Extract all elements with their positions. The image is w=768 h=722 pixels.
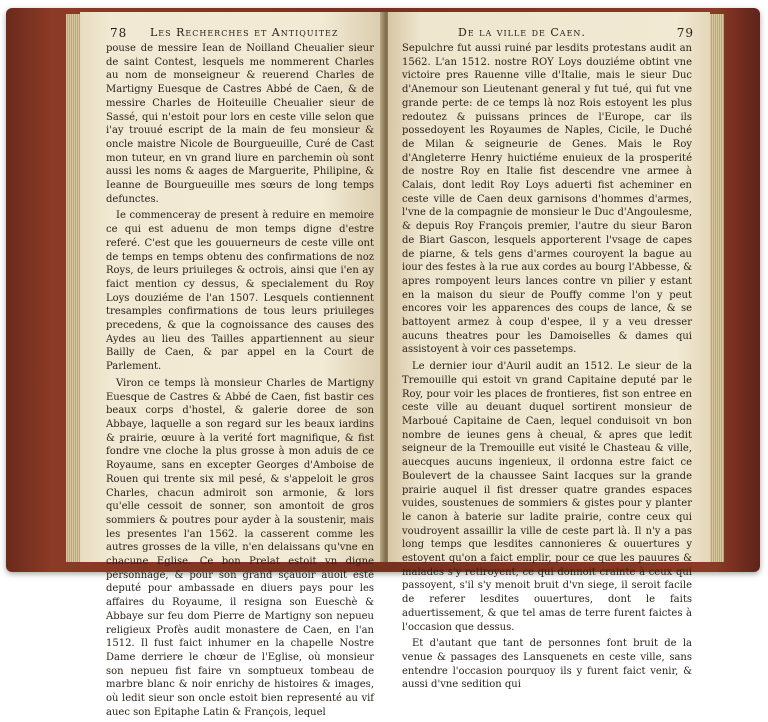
left-folio: 78	[110, 26, 128, 40]
left-paragraph: Ie commenceray de present à reduire en memoire ce qui est aduenu de mon temps digne d'estre referé. C'est que les gouuerneurs de ceste ville ont de temps en temps obtenu des confirmations de noz Roys, de leurs priuileges & octrois, ainsi que i'en ay faict mention cy dessus, & specialement du Roy Loys douziéme de l'an 1507. Lesquels contiennent tresamples confirmations de tous leurs priuileges precedens, & que la cognoissance des causes des Aydes au lieu des Tailles appartiennent au sieur Bailly de Caen, & par appel en la Court de Parlement.	[106, 210, 374, 373]
right-paragraph: Et d'autant que tant de personnes font bruit de la venue & passages des Lansquenets en ceste ville, sans entendre l'occasion pourquoy ils y furent faict venir, & aussi d'vne sedition qui	[402, 638, 692, 691]
right-page-header	[388, 26, 710, 42]
left-running-head: Les Recherches et Antiquitez	[150, 26, 339, 39]
right-page	[388, 12, 710, 691]
left-page-header	[80, 26, 384, 42]
left-page-body	[106, 42, 374, 722]
left-paragraph: pouse de messire Iean de Noilland Cheualier sieur de saint Contest, lesquels me nommerent Charles au nom de monseigneur & reuerend Charles de Martigny Euesque de Castres Abbé de Caen, & de messire Charles de Hoiteuille Cheualier sieur de Sassé, qui n'estoit pour lors en ceste ville selon que i'ay trouué escript de la main de feu monsieur & oncle maistre Nicole de Bourgueuille, Curé de Cast mon tuteur, en vn grand liure en parchemin où sont aussi les noms & aages de Marguerite, Philipine, & Ieanne de Bourgueuille mes sœurs de long temps defunctes.	[106, 43, 374, 205]
right-page-body	[402, 42, 692, 695]
right-paragraph: Sepulchre fut aussi ruiné par lesdits protestans audit an 1562. L'an 1512. nostre ROY Loys douziéme obtint vne victoire pres Rauenne ville d'Italie, mais le sieur Duc d'Anemour son Lieutenant general y fut tué, qui fut vne grande perte: de ce temps là noz Rois estoyent les plus redoutez & puissans princes de l'Europe, car ils possedoyent les Royaumes de Naples, Cicile, le Duché de Milan & seigneurie de Genes. Mais le Roy d'Angleterre Henry huictiéme enuieux de la prosperité de nostre Roy en Italie fist descendre vne armee à Calais, dont ledit Roy Loys aduerti fist acheminer en ceste ville de Caen deux garnisons d'hommes d'armes, l'vne de la compagnie de monsieur le Duc d'Angoulesme, & depuis Roy François premier, l'autre du sieur Baron de Biart Gascon, lesquels apporterent l'vsage de capes de piarne, & tels gens d'armes couroyent la bague au iour des festes à la rue aux cordes au bourg l'Abbesse, & apres rompoyent leurs lances contre vn pilier y estant en la maison du sieur de Pouffy comme l'on y peut encores voir les apparences des coups de lance, & se battoyent armez à coup d'espee, il y a veu dresser aucuns theatres pour les Damoiselles & dames qui assistoyent à voir ces passetemps.	[402, 43, 692, 356]
right-paragraph: Le dernier iour d'Auril audit an 1512. Le sieur de la Tremouille qui estoit vn grand Capitaine deputé par le Roy, pour voir les places de frontieres, fist son entree en ceste ville au deuant duquel sortirent monsieur de Marboué Capitaine de Caen, lequel conduisoit vn bon nombre de ieunes gens à cheual, & apres que ledit seigneur de la Tremouille eut visité le Chasteau & ville, auecques aucuns ingenieux, il ordonna estre faict ce Boulevert de la chaussee Saint Iacques sur la grande prairie auquel il fist dresser quatre grandes espaces vuides, soustenues de sommiers & gistes pour y planter le canon à baterie sur ladite prairie, contre ceux qui voudroyent assaillir la ville de ceste part là. Il n'y a pas long temps que lesdites cannonieres & ouuertures y estoyent qu'on a faict emplir, pour ce que les pauures & malades s'y retiroyent, ce qui donnoit crainte à ceux qui passoyent, s'il s'y menoit bruit d'vn siege, il seroit facile de referer lesdites ouuertures, dont le faits aduertissement, & que tel amas de terre furent faictes à l'occasion que dessus.	[402, 361, 692, 633]
page-edges-right	[708, 14, 724, 562]
left-page	[80, 12, 384, 718]
left-paragraph: Viron ce temps là monsieur Charles de Martigny Euesque de Castres & Abbé de Caen, fist bastir ces beaux corps d'hostel, & galerie doree de son Abbaye, laquelle a son regard sur les beaux iardins & prairie, œuure à la verité fort magnifique, & fist fondre vne cloche la plus grosse à mon aduis de ce Royaume, sans en excepter Georges d'Amboise de Rouen qui trente six mil pesé, & s'appeloit le gros Charles, chacun admiroit son armonie, & lors qu'elle cessoit de sonner, son amontoit de gros sommiers & poutres pour ayder à la soustenir, mais les presentes l'an 1562. la casserent comme les autres grosses de la ville, n'en delaissans qu'vne en chacune Eglise. Ce bon Prelat estoit vn digne personnage, & pour son grand sçauoir auoit esté deputé pour ambassade en diuers pays pour les affaires du Royaume, il resigna son Eueschè & Abbaye sur feu dom Pierre de Martigny son nepueu religieux Profès audit monastere de Caen, en l'an 1512. Il fust faict inhumer en la chapelle Nostre Dame derriere le chœur de l'Eglise, où monsieur son nepueu fist faire vn somptueux tombeau de marbre blanc & noir enrichy de histoires & images, où ledit sieur son oncle estoit bien representé au vif auec son Epitaphe Latin & François, lequel	[106, 377, 374, 718]
right-running-head: De la ville de Caen.	[458, 26, 586, 39]
right-folio: 79	[676, 26, 694, 40]
